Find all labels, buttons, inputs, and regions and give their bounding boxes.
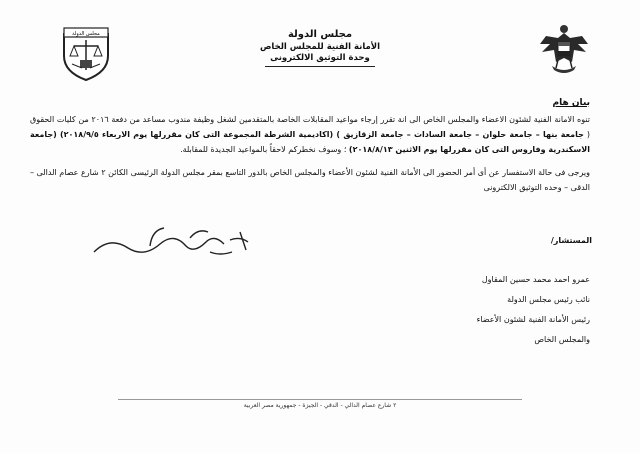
notice-paragraph-1-closing: ؛ وسوف نخطركم لاحقاً بالمواعيد الجديدة للمقابلة. [180, 145, 347, 154]
notice-paragraph-2: ويرجى فى حالة الاستفسار عن أى أمر الحضور الى الأمانة الفنية لشئون الأعضاء والمجلس الخاص بالدور التاسع بمقر مجلس الدولة الرئيسى الكائن ٢ شارع عصام الدالى – الدقى – وحده التوثيق الالكترونى [30, 168, 590, 192]
notice-paragraph-1-universities: جامعة بنها – جامعة حلوان – جامعة السادات – جامعة الزقازيق ) (اكاديمية الشرطة المجموعة التى كان مقررلها يوم الاربعاء ٢٠١٨/٩/٥) (جامعة الاسكندرية وفاروس التى كان مقررلها يوم الاثنين ٢٠١٨/٨/١٣) [30, 130, 590, 154]
notice-body [30, 112, 590, 195]
footer-address: ٢ شارع عصام الدالي - الدقي - الجيزة - جمهورية مصر العربية [243, 402, 397, 409]
signatory-title-3: والمجلس الخاص [534, 335, 590, 344]
letterhead [240, 28, 400, 67]
header-underline [265, 66, 375, 67]
signatory-title-1: نائب رئيس مجلس الدولة [507, 295, 590, 304]
logo-text: مجلس الدولة [72, 31, 100, 37]
signatory-label: المستشار/ [550, 236, 592, 245]
signatory-block [477, 270, 590, 350]
state-council-logo-icon [58, 24, 114, 82]
notice-paragraph-1-intro: تنوه الامانة الفنية لشئون الاعضاء والمجلس الخاص الى انة تقرر إرجاء مواعيد المقابلات الخاصة بالمتقدمين لشغل وظيفة مندوب مساعد من دفعة ٢٠١٦ من كليات الحقوق ( [30, 115, 591, 139]
footer-divider [118, 399, 522, 400]
signatory-name: عمرو احمد محمد حسين المقاول [481, 275, 590, 284]
unit-name: وحدة التوثيق الالكترونى [270, 52, 370, 63]
institution-name: مجلس الدولة [287, 29, 353, 40]
notice-title: بيان هام [552, 98, 590, 108]
department-name: الأمانة الفنية للمجلس الخاص [259, 41, 381, 52]
signatory-title-2: رئيس الأمانة الفنية لشئون الأعضاء [476, 315, 590, 324]
handwritten-signature [90, 222, 260, 266]
notice-paragraph-1 [30, 112, 590, 157]
egypt-eagle-emblem-icon [536, 22, 592, 78]
